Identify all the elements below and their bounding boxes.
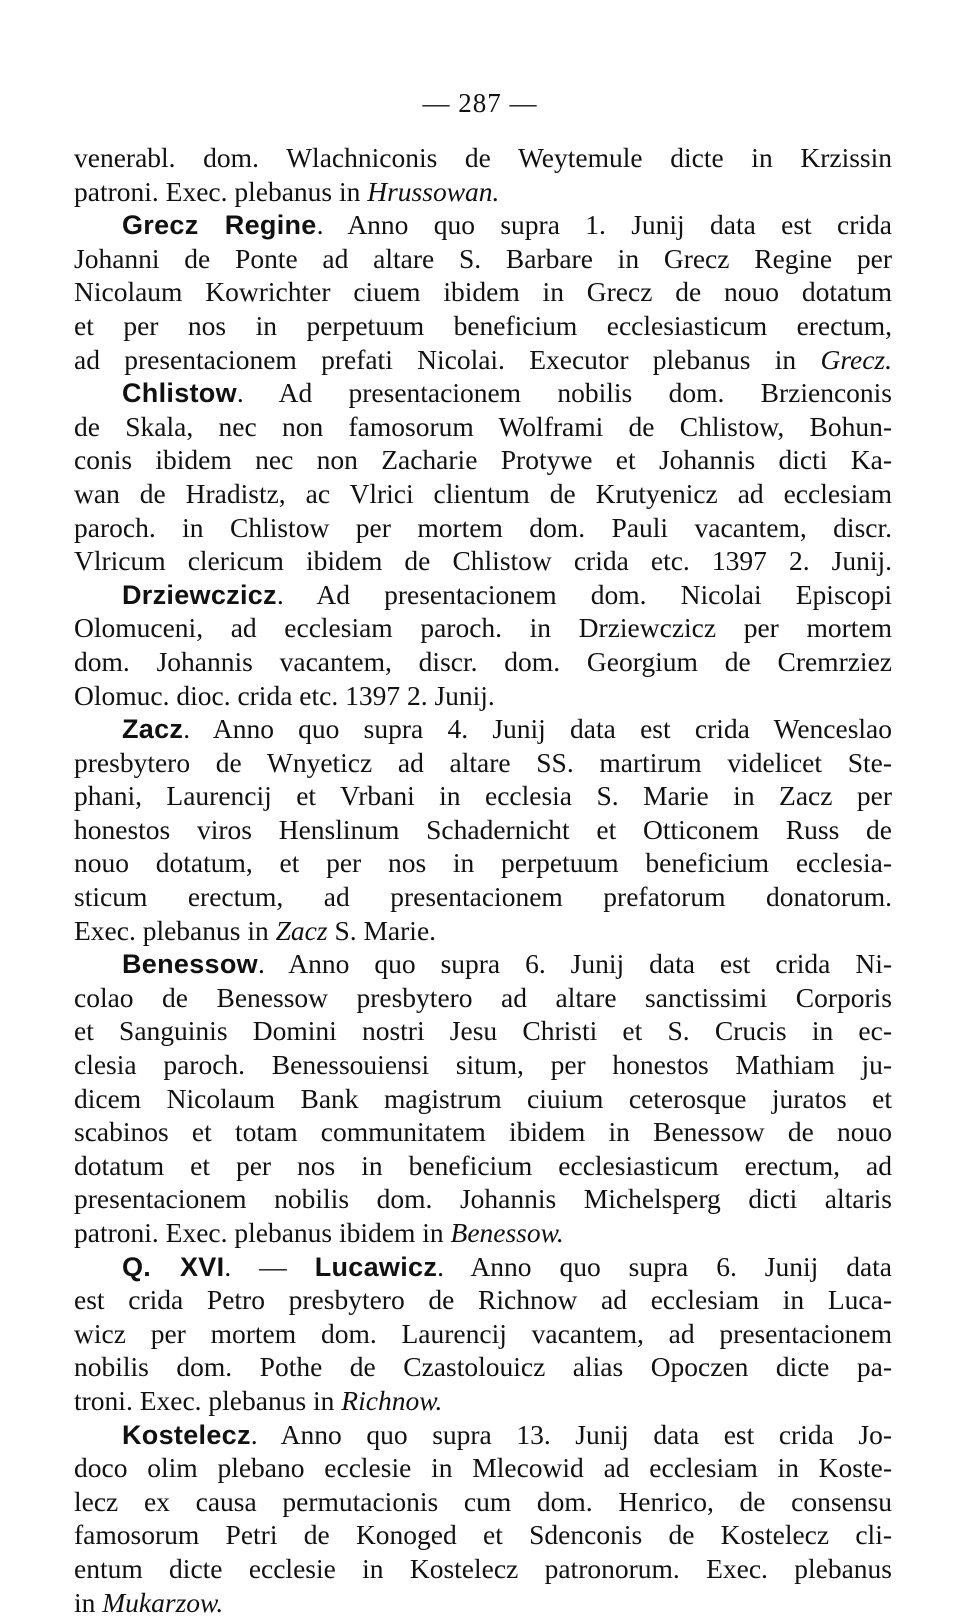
text-span: et Sanguinis Domini nostri Jesu Christi et S. Crucis in ec- xyxy=(74,1015,892,1047)
entry-heading: Drziewczicz xyxy=(122,579,277,610)
italic-text: Hrussowan. xyxy=(367,175,500,207)
text-span: clesia paroch. Benessouiensi situm, per honestos Mathiam ju- xyxy=(74,1049,892,1081)
text-span: est crida Petro presbytero de Richnow ad ecclesiam in Luca- xyxy=(74,1284,892,1316)
text-line xyxy=(74,1518,892,1552)
text-line xyxy=(74,309,892,343)
text-line xyxy=(74,1283,892,1317)
text-span: dicem Nicolaum Bank magistrum ciuium ceterosque juratos et xyxy=(74,1082,892,1114)
text-span: Vlricum clericum ibidem de Chlistow crida etc. 1397 2. Junij. xyxy=(74,545,892,577)
text-span: Olomuc. dioc. crida etc. 1397 2. Junij. xyxy=(74,679,495,711)
text-span: S. Marie. xyxy=(327,914,437,946)
text-line xyxy=(74,343,892,377)
entry-heading: Kostelecz xyxy=(122,1419,251,1450)
text-line xyxy=(74,208,892,242)
text-line xyxy=(74,1082,892,1116)
text-line xyxy=(74,1014,892,1048)
page-number-header: — 287 — xyxy=(422,88,538,118)
text-span: . Anno quo supra 4. Junij data est crida Wenceslao xyxy=(183,713,892,745)
text-line xyxy=(74,175,892,209)
document-body xyxy=(74,141,892,1619)
entry-heading: Benessow xyxy=(122,949,258,980)
italic-text: Grecz. xyxy=(820,343,892,375)
text-line xyxy=(74,914,892,948)
text-line xyxy=(74,1317,892,1351)
text-span: Olomuceni, ad ecclesiam paroch. in Drziewczicz per mortem xyxy=(74,612,892,644)
italic-text: Benessow. xyxy=(450,1217,564,1248)
text-span: conis ibidem nec non Zacharie Protywe et Johannis dicti Ka- xyxy=(74,444,892,476)
text-line xyxy=(74,242,892,276)
text-line xyxy=(74,1149,892,1183)
text-line xyxy=(74,880,892,914)
text-line xyxy=(74,511,892,545)
text-span: presbytero de Wnyeticz ad altare SS. martirum videlicet Ste- xyxy=(74,746,892,778)
text-span: nouo dotatum, et per nos in perpetuum beneficium ecclesia- xyxy=(74,847,892,879)
text-span: wicz per mortem dom. Laurencij vacantem, ad presentacionem xyxy=(74,1317,892,1349)
text-span: lecz ex causa permutacionis cum dom. Henrico, de consensu xyxy=(74,1485,892,1517)
text-span: wan de Hradistz, ac Vlrici clientum de Krutyenicz ad ecclesiam xyxy=(74,477,892,509)
text-line xyxy=(74,611,892,645)
text-span: scabinos et totam communitatem ibidem in Benessow de nouo xyxy=(74,1116,892,1148)
text-line xyxy=(74,779,892,813)
text-span: . — xyxy=(224,1250,315,1282)
text-span: . Anno quo supra 6. Junij data est crida Ni- xyxy=(257,948,892,980)
text-span: in xyxy=(74,1586,103,1618)
text-span: de Skala, nec non famosorum Wolframi de Chlistow, Bohun- xyxy=(74,410,892,442)
text-line xyxy=(74,443,892,477)
text-span: . Anno quo supra 1. Junij data est crida xyxy=(316,209,892,241)
text-line xyxy=(74,376,892,410)
text-line xyxy=(74,746,892,780)
text-span: Johanni de Ponte ad altare S. Barbare in Grecz Regine per xyxy=(74,242,892,274)
text-line xyxy=(74,141,892,175)
text-span: . Ad presentacionem dom. Nicolai Episcopi xyxy=(276,578,892,610)
text-span: presentacionem nobilis dom. Johannis Michelsperg dicti altaris xyxy=(74,1183,892,1215)
text-line xyxy=(74,1451,892,1485)
italic-text: Mukarzow. xyxy=(102,1586,224,1618)
text-line xyxy=(74,1418,892,1452)
entry-heading: Grecz Regine xyxy=(122,210,317,241)
text-span: honestos viros Henslinum Schadernicht et Otticonem Russ de xyxy=(74,813,892,845)
text-span: . Ad presentacionem nobilis dom. Brzienconis xyxy=(236,377,892,409)
text-span: . Anno quo supra 6. Junij data xyxy=(437,1250,893,1282)
text-span: doco olim plebano ecclesie in Mlecowid ad ecclesiam in Koste- xyxy=(74,1452,892,1484)
text-line xyxy=(74,544,892,578)
entry-heading: Zacz xyxy=(122,714,184,745)
text-span: patroni. Exec. plebanus ibidem in xyxy=(74,1217,451,1248)
text-line xyxy=(74,947,892,981)
text-line xyxy=(74,846,892,880)
text-span: Nicolaum Kowrichter ciuem ibidem in Grecz de nouo dotatum xyxy=(74,276,892,308)
text-span: paroch. in Chlistow per mortem dom. Pauli vacantem, discr. xyxy=(74,511,892,543)
text-span: Exec. plebanus in xyxy=(74,914,276,946)
entry-heading: Q. XVI xyxy=(122,1251,225,1282)
text-line xyxy=(74,1216,892,1250)
text-line xyxy=(74,679,892,713)
italic-text: Richnow. xyxy=(341,1384,443,1416)
text-line xyxy=(74,275,892,309)
text-line xyxy=(74,1586,892,1619)
text-span: entum dicte ecclesie in Kostelecz patronorum. Exec. plebanus xyxy=(74,1552,892,1584)
text-span: dotatum et per nos in beneficium ecclesiasticum erectum, ad xyxy=(74,1149,892,1181)
text-line xyxy=(74,645,892,679)
text-span: nobilis dom. Pothe de Czastolouicz alias Opoczen dicte pa- xyxy=(74,1351,892,1383)
text-span: dom. Johannis vacantem, discr. dom. Georgium de Cremrziez xyxy=(74,645,892,677)
text-span: famosorum Petri de Konoged et Sdenconis de Kostelecz cli- xyxy=(74,1519,892,1551)
text-line xyxy=(74,1552,892,1586)
text-line xyxy=(74,1115,892,1149)
text-line xyxy=(74,477,892,511)
text-line xyxy=(74,813,892,847)
text-line xyxy=(74,1384,892,1418)
text-line xyxy=(74,712,892,746)
entry-heading: Chlistow xyxy=(122,378,237,409)
text-span: phani, Laurencij et Vrbani in ecclesia S. Marie in Zacz per xyxy=(74,780,892,812)
text-span: colao de Benessow presbytero ad altare sanctissimi Corporis xyxy=(74,981,892,1013)
text-line xyxy=(74,1485,892,1519)
text-line xyxy=(74,1250,892,1284)
text-line xyxy=(74,578,892,612)
text-span: sticum erectum, ad presentacionem prefatorum donatorum. xyxy=(74,881,892,913)
text-span: et per nos in perpetuum beneficium ecclesiasticum erectum, xyxy=(74,309,892,341)
text-span: venerabl. dom. Wlachniconis de Weytemule dicte in Krzissin xyxy=(74,142,892,173)
text-line xyxy=(74,981,892,1015)
text-line xyxy=(74,1182,892,1216)
entry-heading: Lucawicz xyxy=(314,1251,438,1282)
text-line xyxy=(74,410,892,444)
italic-text: Zacz xyxy=(275,914,328,946)
text-span: patroni. Exec. plebanus in xyxy=(74,175,368,207)
text-line xyxy=(74,1350,892,1384)
text-span: ad presentacionem prefati Nicolai. Executor plebanus in xyxy=(74,343,821,375)
text-span: . Anno quo supra 13. Junij data est crida Jo- xyxy=(250,1418,892,1450)
text-span: troni. Exec. plebanus in xyxy=(74,1384,342,1416)
text-line xyxy=(74,1048,892,1082)
